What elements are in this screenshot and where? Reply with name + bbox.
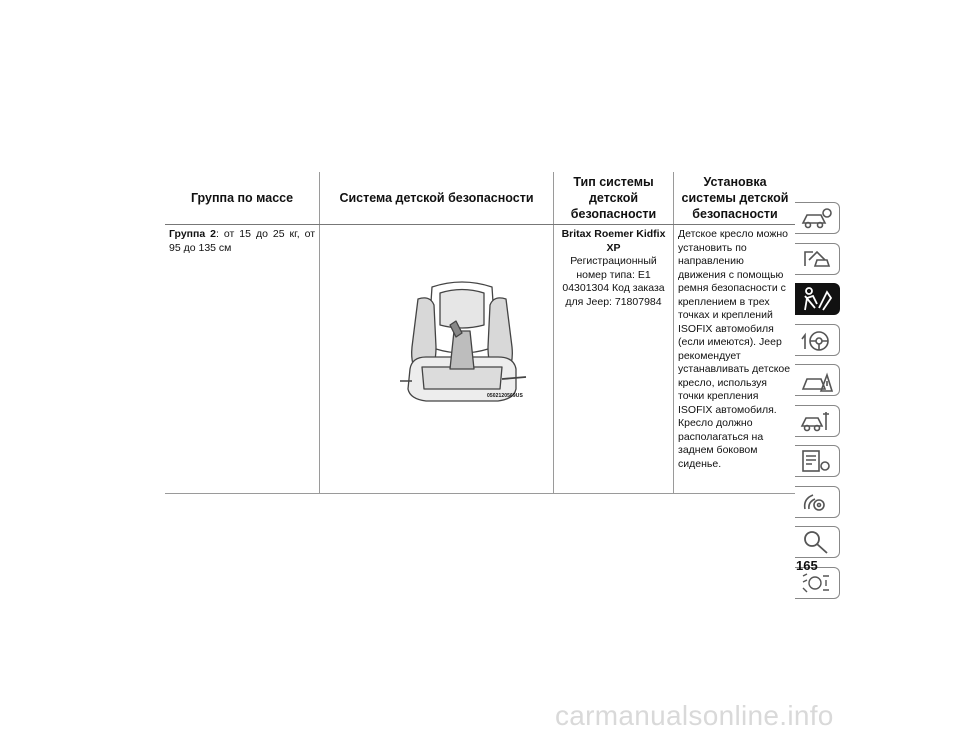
- dashboard-lights-icon: [799, 246, 833, 272]
- warning-triangle-icon: [799, 367, 833, 393]
- header-child-restraint: Система детской безопасности: [320, 172, 554, 225]
- tab-servicing[interactable]: [795, 405, 840, 437]
- maintenance-chart-icon: [799, 448, 833, 474]
- cell-child-seat-image: [320, 225, 554, 494]
- tab-technical-specs[interactable]: [795, 445, 840, 477]
- index-search-icon: [799, 529, 833, 555]
- multimedia-icon: [799, 489, 833, 515]
- child-seat-table: [165, 172, 796, 494]
- chapter-tabs: [795, 202, 841, 607]
- header-restraint-type: Тип системы детской безопасности: [554, 172, 674, 225]
- seatbelt-safety-icon: [799, 286, 833, 312]
- tab-index[interactable]: [795, 526, 840, 558]
- group-text: : от 15 до 25 кг, от 95 до 135 см: [169, 228, 316, 254]
- cell-installation: Детское кресло можно установить по направлению движения с помощью ремня безопасности с креплением в трех точках и креплений ISOFIX автомобиля (если имеются). Jeep рекомендует устанавливать детское кресло, используя точки крепления ISOFIX автомобиля. Кресло должно располагаться на заднем боковом сиденье.: [674, 225, 797, 494]
- cell-restraint-type: [554, 225, 674, 494]
- page-number: 165: [796, 558, 818, 573]
- tab-dashboard-lights[interactable]: [795, 243, 840, 275]
- steering-wheel-icon: [799, 327, 833, 353]
- group-label: Группа 2: [169, 228, 217, 240]
- table-row: [165, 225, 796, 494]
- child-booster-seat-image: [392, 277, 532, 407]
- restraint-model: Britax Roemer Kidfix XP: [561, 228, 666, 254]
- restraint-details: Регистрационный номер типа: E1 04301304 Код заказа для Jeep: 71807984: [562, 255, 665, 308]
- car-info-icon: [799, 205, 833, 231]
- tab-emergency[interactable]: [795, 364, 840, 396]
- language-icon: [799, 570, 833, 596]
- tab-safety[interactable]: [795, 283, 840, 315]
- watermark: carmanualsonline.info: [555, 700, 834, 731]
- header-weight-group: Группа по массе: [165, 172, 320, 225]
- tab-starting-driving[interactable]: [795, 324, 840, 356]
- car-service-icon: [799, 408, 833, 434]
- header-installation: Установка системы детской безопасности: [674, 172, 797, 225]
- table-header-row: [165, 172, 796, 225]
- tab-multimedia[interactable]: [795, 486, 840, 518]
- tab-car-info[interactable]: [795, 202, 840, 234]
- image-code: 0502120569US: [487, 393, 523, 399]
- cell-weight-group: [165, 225, 320, 494]
